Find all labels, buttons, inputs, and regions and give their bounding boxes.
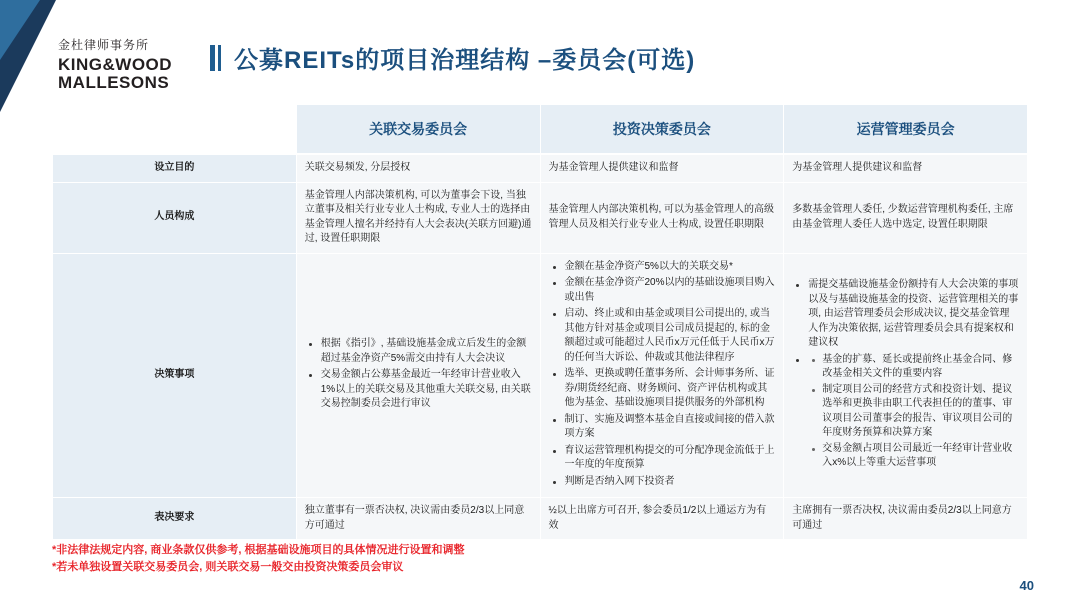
footnote-2: *若未单独设置关联交易委员会, 则关联交易一般交由投资决策委员会审议 [52, 561, 404, 574]
decision-list-related-party [305, 337, 532, 412]
cell-voting-investment: ½以上出席方可召开, 参会委员1/2以上通运方为有效 [540, 498, 784, 540]
list-item: 启动、终止或和由基金或项目公司提出的, 或当其他方针对基金或项目公司成员提起的, 标的金额超过或可能超过人民币x万元任低于人民币x万的任何当大诉讼、仲裁或其他法律程序 [563, 307, 776, 365]
list-item: 判断是否纳入网下投资者 [563, 475, 776, 490]
table-row [53, 182, 1028, 253]
table-row [53, 498, 1028, 540]
row-label-decisions: 决策事项 [53, 253, 297, 498]
list-item-group [806, 353, 1019, 471]
corner-decoration [0, 0, 56, 112]
cell-purpose-investment: 为基金管理人提供建议和监督 [540, 154, 784, 182]
table-row [53, 253, 1028, 498]
brand-logo [58, 36, 208, 92]
page-number: 40 [1019, 578, 1034, 593]
brand-cn-name: 金杜律师事务所 [58, 38, 150, 52]
list-item: 选举、更换或聘任董事务所、会计师事务所、证券/期货经纪商、财务顾问、资产评估机构或其他为基金、基础设施项目提供服务的外部机构 [563, 367, 776, 411]
sub-list-item: 基金的扩募、延长或提前终止基金合同、修改基金相关文件的重要内容 [822, 353, 1019, 382]
list-item: 制订、实施及调整本基金自直接或间接的借入款项方案 [563, 413, 776, 442]
brand-en-line1: KING&WOOD [58, 55, 173, 74]
row-label-purpose: 设立目的 [53, 154, 297, 182]
row-label-voting: 表决要求 [53, 498, 297, 540]
footnotes [52, 542, 952, 576]
cell-composition-related-party: 基金管理人内部决策机构, 可以为董事会下设, 当独立董事及相关行业专业人士构成, 专业人士的选择由基金管理人擅名并经持有人大会表决(关联方回避)通过, 设置任职期限 [296, 182, 540, 253]
cell-composition-investment: 基金管理人内部决策机构, 可以为基金管理人的高级管理人员及相关行业专业人士构成, 设置任职期限 [540, 182, 784, 253]
cell-voting-related-party: 独立董事有一票否决权, 决议需由委员2/3以上同意方可通过 [296, 498, 540, 540]
brand-en-line2: MALLESONS [58, 72, 170, 92]
table-header-row [53, 105, 1028, 155]
cell-composition-operation: 多数基金管理人委任, 少数运营管理机构委任, 主席由基金管理人委任人选中选定, 设置任职期限 [784, 182, 1028, 253]
governance-table [52, 104, 1028, 540]
header-cell-investment: 投资决策委员会 [540, 105, 784, 155]
header-cell-blank [53, 105, 297, 155]
page-title [210, 40, 695, 75]
cell-decisions-investment [540, 253, 784, 498]
list-item: 金额在基金净资产20%以内的基础设施项目购入或出售 [563, 276, 776, 305]
row-label-composition: 人员构成 [53, 182, 297, 253]
decision-list-investment [549, 260, 776, 490]
list-item: 根据《指引》, 基础设施基金成立后发生的金额超过基金净资产5%需交由持有人大会决议 [319, 337, 532, 366]
cell-decisions-operation [784, 253, 1028, 498]
list-item: 交易金额占公募基金最近一年经审计营业收入1%以上的关联交易及其他重大关联交易, 由关联交易控制委员会进行审议 [319, 368, 532, 412]
sub-list-item: 交易金额占项目公司最近一年经审计营业收入x%以上等重大运营事项 [822, 442, 1019, 471]
cell-purpose-operation: 为基金管理人提供建议和监督 [784, 154, 1028, 182]
page-title-text: 公募REITs的项目治理结构 –委员会(可选) [234, 47, 696, 74]
sub-list-item: 制定项目公司的经营方式和投资计划、提议选举和更换非由职工代表担任的的董事、审议项目公司董事会的报告、审议项目公司的年度财务预算和决算方案 [822, 383, 1019, 441]
cell-decisions-related-party [296, 253, 540, 498]
list-item: 育议运营管理机构提交的可分配净现金流低于上一年度的年度预算 [563, 444, 776, 473]
decision-list-operation [792, 278, 1019, 471]
corner-triangle-light [0, 0, 40, 60]
table-row [53, 154, 1028, 182]
title-accent-bars [210, 45, 224, 71]
header-cell-related-party: 关联交易委员会 [296, 105, 540, 155]
cell-purpose-related-party: 关联交易频发, 分层授权 [296, 154, 540, 182]
list-item: 需提交基础设施基金份额持有人大会决策的事项以及与基础设施基金的投资、运营管理相关的事项, 由运营管理委员会形成决议, 提交基金管理人作为决策依据, 运营管理委员会具有提案权和建议权 [806, 278, 1019, 351]
cell-voting-operation: 主席拥有一票否决权, 决议需由委员2/3以上同意方可通过 [784, 498, 1028, 540]
list-item: 金额在基金净资产5%以大的关联交易* [563, 260, 776, 275]
header-cell-operation: 运营管理委员会 [784, 105, 1028, 155]
decision-sublist-operation [808, 353, 1019, 471]
footnote-1: *非法律法规定内容, 商业条款仅供参考, 根据基础设施项目的具体情况进行设置和调整 [52, 544, 465, 556]
